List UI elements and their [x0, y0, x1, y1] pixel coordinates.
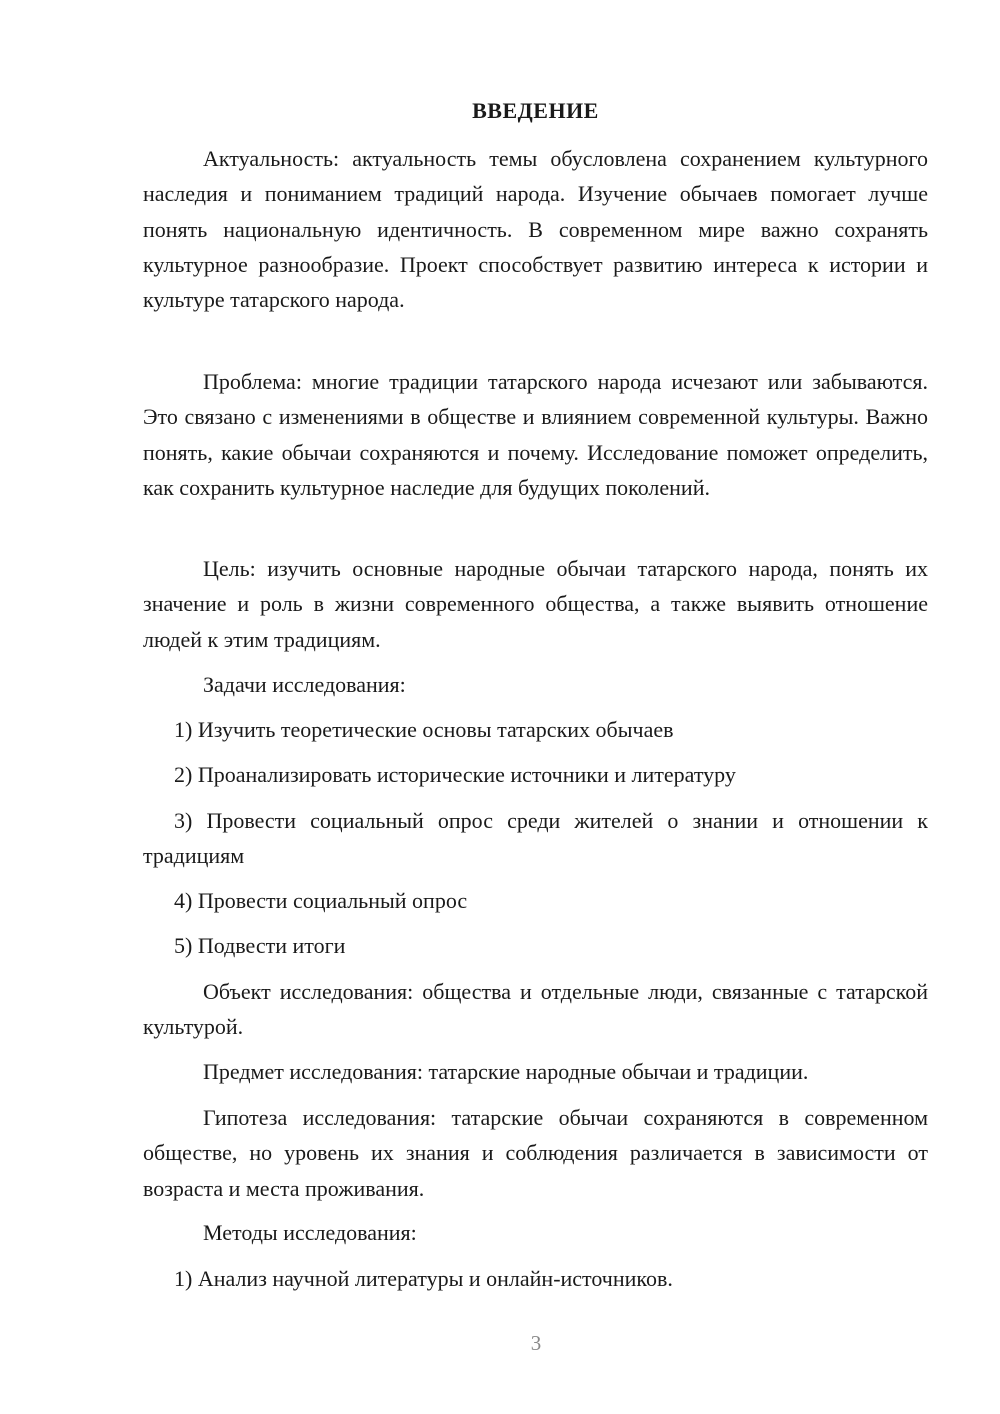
- paragraph-object: Объект исследования: общества и отдельные люди, связанные с татарской культурой.: [143, 979, 928, 1040]
- task-item-1: 1) Изучить теоретические основы татарских обычаев: [174, 717, 674, 742]
- task-item-5: 5) Подвести итоги: [174, 933, 346, 958]
- paragraph-hypothesis: Гипотеза исследования: татарские обычаи сохраняются в современном обществе, но уровень их знания и соблюдения различается в зависимости от возраста и места проживания.: [143, 1105, 928, 1201]
- paragraph-goal: Цель: изучить основные народные обычаи татарского народа, понять их значение и роль в жизни современного общества, а также выявить отношение людей к этим традициям.: [143, 556, 928, 652]
- method-item-1: 1) Анализ научной литературы и онлайн-источников.: [174, 1266, 673, 1291]
- paragraph-relevance: Актуальность: актуальность темы обусловлена сохранением культурного наследия и пониманием традиций народа. Изучение обычаев помогает лучше понять национальную идентичность. В современном мире важно сохранять культурное разнообразие. Проект способствует развитию интереса к истории и культуре татарского народа.: [143, 146, 928, 313]
- paragraph-problem: Проблема: многие традиции татарского народа исчезают или забываются. Это связано с изменениями в обществе и влиянием современной культуры. Важно понять, какие обычаи сохраняются и почему. Исследование поможет определить, как сохранить культурное наследие для будущих поколений.: [143, 369, 928, 500]
- task-item-3: 3) Провести социальный опрос среди жителей о знании и отношении к традициям: [143, 808, 928, 869]
- methods-heading: Методы исследования:: [203, 1220, 417, 1245]
- page-title: ВВЕДЕНИЕ: [472, 98, 599, 123]
- task-item-4: 4) Провести социальный опрос: [174, 888, 468, 913]
- task-item-2: 2) Проанализировать исторические источники и литературу: [174, 762, 736, 787]
- tasks-heading: Задачи исследования:: [203, 672, 406, 697]
- paragraph-subject: Предмет исследования: татарские народные обычаи и традиции.: [203, 1059, 809, 1084]
- page-number: 3: [530, 1331, 542, 1355]
